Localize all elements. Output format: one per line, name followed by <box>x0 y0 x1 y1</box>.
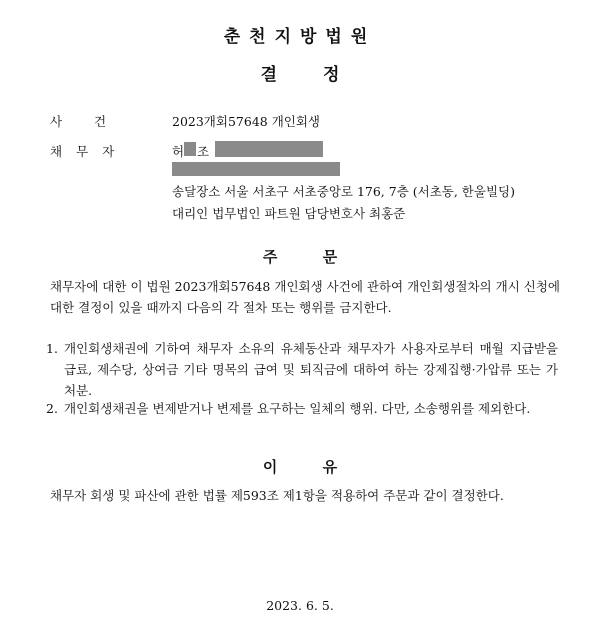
order-heading: 주 문 <box>262 248 338 266</box>
order-item <box>46 398 558 419</box>
case-number: 2023개회57648 개인회생 <box>172 114 320 129</box>
debtor-name-suffix: 조 <box>197 144 210 159</box>
reason-text: 채무자 회생 및 파산에 관한 법률 제593조 제1항을 적용하여 주문과 같이 결정한다. <box>50 488 504 503</box>
redaction-block <box>215 141 323 157</box>
order-item-text: 개인회생채권에 기하여 채무자 소유의 유체동산과 채무자가 사용자로부터 매월 지급받을 급료, 제수당, 상여금 기타 명목의 급여 및 퇴직금에 대하여 하는 강제집행·가압류 또는 가처분. <box>64 341 558 398</box>
order-item-text: 개인회생채권을 변제받거나 변제를 요구하는 일체의 행위. 다만, 소송행위를 제외한다. <box>64 401 531 416</box>
debtor-label: 채무자 <box>50 144 129 159</box>
reason-heading: 이 유 <box>262 458 338 476</box>
document-type-title: 결 정 <box>260 65 340 85</box>
service-place: 송달장소 서울 서초구 서초중앙로 176, 7층 (서초동, 한울빌딩) <box>172 184 515 199</box>
debtor-name-prefix: 허 <box>172 144 185 159</box>
case-label: 사 건 <box>50 114 121 129</box>
redaction-block <box>172 162 340 176</box>
order-intro: 채무자에 대한 이 법원 2023개회57648 개인회생 사건에 관하여 개인회생절차의 개시 신청에 대한 결정이 있을 때까지 다음의 각 절차 또는 행위를 금지한다. <box>50 279 560 315</box>
court-name: 춘천지방법원 <box>223 27 377 47</box>
agent-info: 대리인 법무법인 파트원 담당변호사 최홍준 <box>172 206 406 221</box>
order-item <box>46 338 558 401</box>
redaction-block <box>184 142 196 156</box>
order-item-number: 1. <box>46 341 58 356</box>
order-item-number: 2. <box>46 401 58 416</box>
decision-date: 2023. 6. 5. <box>266 598 334 613</box>
